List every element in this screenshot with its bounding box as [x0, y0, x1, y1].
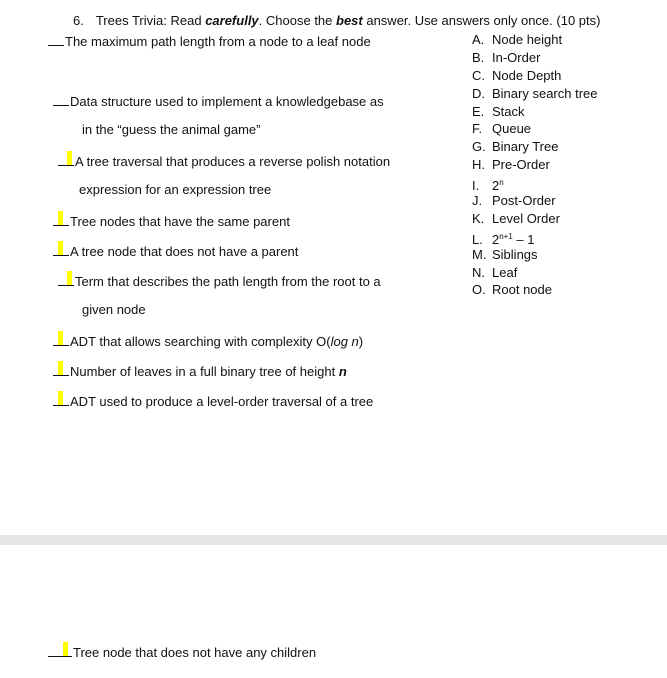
header-text-1: Trees Trivia: Read	[95, 13, 206, 28]
answer-option-o: O. Root node	[472, 282, 552, 298]
highlight-mark	[58, 241, 63, 255]
answer-blank-4[interactable]	[53, 211, 69, 226]
question-row-7	[53, 331, 363, 351]
header-emphasis-best: best	[336, 13, 363, 28]
highlight-mark	[58, 391, 63, 405]
answer-blank-7[interactable]	[53, 331, 69, 346]
question-text-7-close: )	[358, 334, 364, 349]
question-text-4: Tree nodes that have the same parent	[70, 214, 290, 229]
question-text-3-continued: expression for an expression tree	[79, 182, 272, 197]
page-separator	[0, 535, 667, 545]
answer-option-l: L. $2^{n+1} - 1$	[472, 231, 535, 247]
question-row-9	[53, 391, 373, 411]
question-row-2	[53, 91, 384, 111]
answer-blank-3[interactable]	[58, 151, 74, 166]
question-text-7: ADT that allows searching with complexity O(	[70, 334, 331, 349]
answer-option-i: I. 2$^n$	[472, 178, 504, 194]
answer-blank-8[interactable]	[53, 361, 69, 376]
answer-blank-9[interactable]	[53, 391, 69, 406]
question-text-6: Term that describes the path length from the root to a	[75, 274, 381, 289]
highlight-mark	[58, 331, 63, 345]
question-number: 6.	[73, 13, 84, 28]
question-row-4	[53, 211, 290, 231]
answer-option-d: D. Binary search tree	[472, 85, 598, 101]
header-text-3: answer. Use answers only once. (10 pts)	[362, 13, 601, 28]
answer-option-c: C. Node Depth	[472, 67, 562, 83]
highlight-mark	[67, 271, 72, 285]
answer-option-e: E. Stack	[472, 103, 525, 119]
answer-option-a: A. Node height	[472, 32, 563, 47]
question-text-9: ADT used to produce a level-order traversal of a tree	[70, 394, 374, 409]
answer-blank-10[interactable]	[48, 642, 72, 657]
question-text-5: A tree node that does not have a parent	[70, 244, 299, 259]
question-row-3	[58, 151, 390, 171]
answer-blank-6[interactable]	[58, 271, 74, 286]
question-row-5	[53, 241, 298, 261]
answer-option-h: H. Pre-Order	[472, 157, 550, 173]
answer-blank-5[interactable]	[53, 241, 69, 256]
answer-option-n: N. Leaf	[472, 264, 518, 280]
answer-blank-2[interactable]	[53, 91, 69, 106]
answer-option-k: K. Level Order	[472, 210, 560, 226]
question-text-1: The maximum path length from a node to a leaf node	[65, 34, 371, 49]
question-text-2-continued: in the “guess the animal game”	[82, 122, 261, 137]
question-text-6-continued: given node	[82, 302, 146, 317]
question-row-6	[58, 271, 381, 291]
answer-option-f: F. Queue	[472, 121, 532, 137]
question-text-10: Tree node that does not have any children	[73, 645, 317, 660]
highlight-mark	[58, 361, 63, 375]
answer-option-g: G. Binary Tree	[472, 139, 559, 155]
answer-option-j: J. Post-Order	[472, 193, 556, 209]
question-text-8-n: n	[338, 364, 347, 379]
question-row-1	[48, 31, 371, 51]
question-text-7-log: log n	[330, 334, 359, 349]
question-header	[73, 13, 600, 28]
answer-blank-1[interactable]	[48, 31, 64, 46]
answer-options-list	[472, 31, 598, 299]
highlight-mark	[58, 211, 63, 225]
header-emphasis-carefully: carefully	[205, 13, 259, 28]
header-text-2: . Choose the	[258, 13, 336, 28]
question-text-2: Data structure used to implement a knowledgebase as	[70, 94, 384, 109]
answer-option-m: M. Siblings	[472, 246, 538, 262]
highlight-mark	[63, 642, 68, 656]
question-text-3: A tree traversal that produces a reverse polish notation	[75, 154, 391, 169]
answer-option-b: B. In-Order	[472, 49, 541, 65]
question-text-8: Number of leaves in a full binary tree of height	[70, 364, 339, 379]
question-row-10	[48, 642, 316, 662]
question-row-8	[53, 361, 347, 381]
highlight-mark	[67, 151, 72, 165]
